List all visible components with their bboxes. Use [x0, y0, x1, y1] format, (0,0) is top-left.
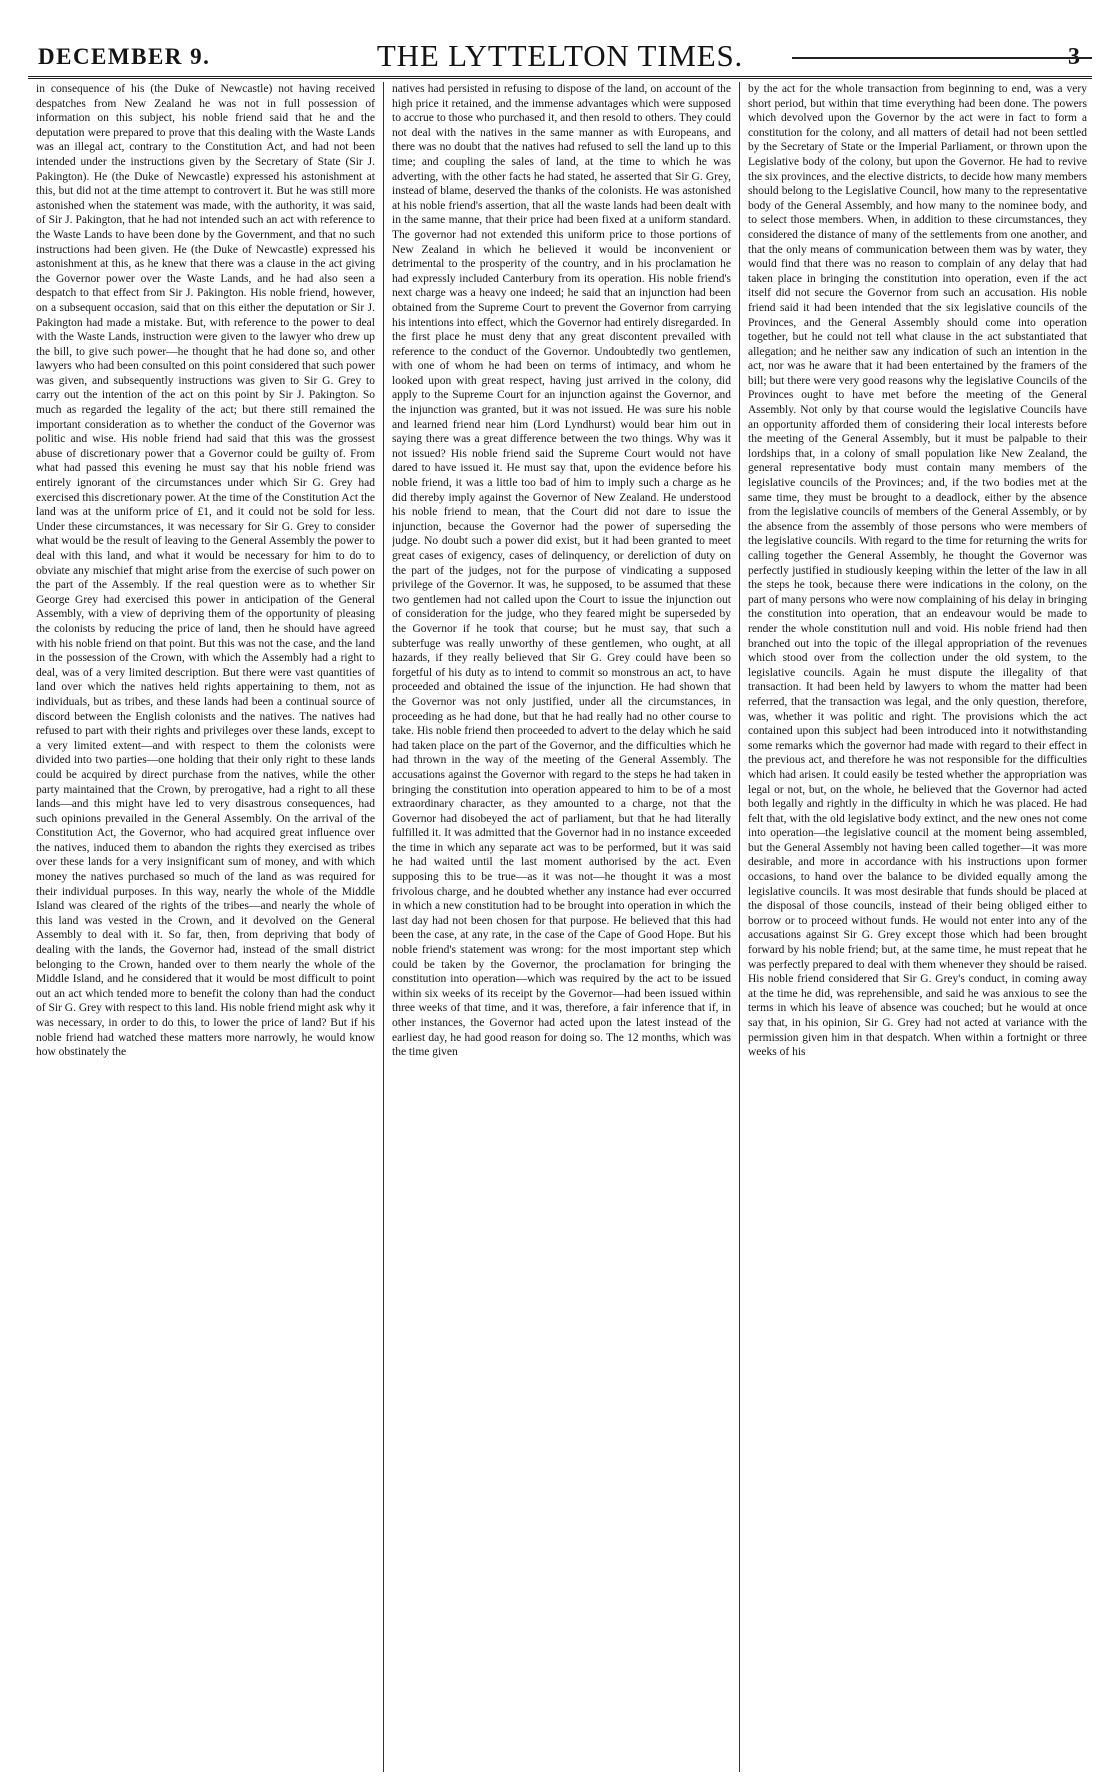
- text-column-2: [392, 82, 731, 1772]
- newspaper-title: THE LYTTELTON TIMES.: [376, 38, 744, 73]
- column-1-text: in consequence of his (the Duke of Newcastle) not having received despatches from New Zealand he was not in full possession of information on this subject, his noble friend said that he and the deputation were prepared to prove that this dealing with the Waste Lands was an illegal act, contrary to the Constitution Act, and had not been intended under the instructions given by the Secretary of State (Sir J. Pakington). He (the Duke of Newcastle) expressed his astonishment at this, but did not at the time attempt to controvert it. But he was still more astonished when the statement was made, with the authority, it was said, of Sir J. Pakington, that he had not intended such an act with reference to the Waste Lands to have been done by the Government, and that no such instructions had been given. He (the Duke of Newcastle) expressed his astonishment at this, as he knew that there was a clause in the act giving the Governor power over the Waste Lands, and he had also seen a despatch to that effect from Sir J. Pakington. His noble friend, however, on a subsequent occasion, said that on this either the deputation or Sir J. Pakington had made a mistake. But, with reference to the power to deal with the Waste Lands, instruction were given to the lawyer who drew up the bill, to give such power—he thought that he had done so, and other lawyers who had been consulted on this point considered that such power was given, and subsequently instructions was given to Sir G. Grey to carry out the intention of the act on this point by Sir J. Pakington. So much as regarded the legality of the act; but there still remained the important consideration as to whether the conduct of the Governor was politic and wise. His noble friend had said that this was the grossest abuse of discretionary power that a Governor could be guilty of. From what had passed this evening he must say that his noble friend was entirely ignorant of the circumstances under which Sir G. Grey had exercised this discretionary power. At the time of the Constitution Act the land was at the uniform price of £1, and it could not be sold for less. Under these circumstances, it was necessary for Sir G. Grey to consider what would be the result of leaving to the General Assembly the power to deal with this land, and what it would be necessary for him to do to obviate any mischief that might arise from the exercise of such power on the part of the Assembly. If the real question were as to whether Sir George Grey had exercised this power in anticipation of the General Assembly, with a view of depriving them of the opportunity of pleasing the colonists by reducing the price of land, then he should have agreed with his noble friend on that point. But this was not the case, and the land in the possession of the Crown, with which the Assembly had a right to deal, was of a very limited description. But there were vast quantities of land over which the natives held rights appertaining to them, not as individuals, but as tribes, and these lands had been a continual source of discord between the English colonists and the natives. The natives had refused to part with their rights and privileges over these lands, except to a very limited extent—and with respect to them the colonists were divided into two parties—one holding that their only right to these lands could be acquired by direct purchase from the natives, while the other party maintained that the Crown, by prerogative, had a right to all these lands—and this might have led to very disastrous consequences, had such opinions prevailed in the General Assembly. On the arrival of the Constitution Act, the Governor, who had acquired great influence over the natives, induced them to abandon the rights they exercised as tribes over these lands for a very insignificant sum of money, and with which money the natives purchased so much of the land as was required for their individual purposes. In this way, nearly the whole of the Middle Island was cleared of the rights of the tribes—and nearly the whole of this land was vested in the Crown, and it devolved on the General Assembly to deal with it. So far, then, from depriving that body of dealing with the lands, the Governor had, instead of the small district belonging to the Crown, handed over to them nearly the whole of the Middle Island, and he considered that it would be most difficult to point out an act which tended more to benefit the colony than had the conduct of Sir G. Grey with respect to this land. His noble friend might ask why it was necessary, in order to do this, to lower the price of land? But if his noble friend had watched these matters more narrowly, he would know how obstinately the: [36, 83, 375, 1059]
- article-columns: [36, 82, 1086, 1772]
- issue-date: DECEMBER 9.: [38, 44, 211, 69]
- column-divider-1: [383, 82, 384, 1772]
- masthead: [28, 30, 1092, 74]
- column-divider-2: [739, 82, 740, 1772]
- masthead-rule: [28, 76, 1092, 79]
- page-number: 3: [1068, 44, 1080, 70]
- text-column-1: [36, 82, 375, 1772]
- column-2-text: natives had persisted in refusing to dispose of the land, on account of the high price it retained, and the immense advantages which were supposed to accrue to those who purchased it, and then resold to others. They could not deal with the natives in the same manner as with Europeans, and there was no doubt that the natives had refused to sell the land up to this time; and coupling the sales of land, at the time to which he was adverting, with the other facts he had stated, he asserted that Sir G. Grey, instead of blame, deserved the thanks of the colonists. He was astonished at his noble friend's assertion, that all the waste lands had been dealt with in the same manne, that their price had been fixed at a uniform standard. The governor had not extended this uniform price to those portions of New Zealand in which he believed it would be inconvenient or detrimental to the prosperity of the country, and in his proclamation he had expressly included Canterbury from its operation. His noble friend's next charge was a heavy one indeed; he said that an injunction had been obtained from the Supreme Court to prevent the Governor from carrying his intentions into effect, which the Governor had entirely disregarded. In the first place he must deny that any great discontent prevailed with reference to the conduct of the Governor. Undoubtedly two gentlemen, with one of whom he had been on terms of intimacy, and whom he looked upon with great respect, having just arrived in the colony, did apply to the Supreme Court for an injunction against the Governor, and the injunction was granted, but it was not issued. He was sure his noble and learned friend near him (Lord Lyndhurst) would bear him out in saying there was a great difference between the two things. Why was it not issued? His noble friend said the Supreme Court would not have dared to have issued it. He must say that, upon the evidence before his noble friend, it was a little too bad of him to imply such a charge as he did thereby imply against the Governor of New Zealand. He understood his noble friend to mean, that the Court did not dare to issue the injunction, because the Governor had the power of superseding the judge. No doubt such a power did exist, but it had been granted to meet great cases of exigency, cases of delinquency, or dereliction of duty on the part of the judges, not for the purpose of vindicating a supposed privilege of the Governor. It was, he supposed, to be assumed that these two gentlemen had not called upon the Court to issue the injunction out of consideration for the judge, who they feared might be superseded by the Governor if he took that course; but he must say, that such a subterfuge was really unworthy of these gentlemen, who ought, at all hazards, if they really believed that Sir G. Grey could have been so forgetful of his duty as to intend to commit so monstrous an act, to have proceeded and obtained the issue of the injunction. He had shown that the Governor was not only justified, under all the circumstances, in proceeding as he had done, but that he had really had no other course to take. His noble friend then proceeded to advert to the delay which he said had taken place on the part of the Governor, and the difficulties which he had thrown in the way of the meeting of the General Assembly. The accusations against the Governor with regard to the steps he had taken in bringing the constitution into operation appeared to him to be of a most extraordinary character, as they amounted to a charge, not that the Governor had disobeyed the act of parliament, but that he had literally fulfilled it. It was admitted that the Governor had in no instance exceeded the time in which any separate act was to be performed, but it was said he had waited until the last moment authorised by the act. Even supposing this to be true—as it was not—he thought it was a most frivolous charge, and he doubted whether any instance had ever occurred in which a new constitution had to be brought into operation in which the last day had not been chosen for that purpose. He believed that this had been the case, at any rate, in the case of the Cape of Good Hope. But his noble friend's statement was wrong: for the most important step which could be taken by the Governor, the proclamation for bringing the constitution into operation—which was required by the act to be issued within six weeks of its receipt by the Governor—had been issued within three weeks of that time, and it was, therefore, a fair inference that if, in other instances, the Governor had acted upon the latest instead of the earliest day, he had good reason for doing so. The 12 months, which was the time given: [392, 83, 731, 1059]
- column-3-text: by the act for the whole transaction from beginning to end, was a very short period, but within that time everything had been done. The powers which devolved upon the Governor by the act were in fact to form a constitution for the colony, and all matters of detail had not been settled by the Secretary of State or the Imperial Parliament, or thrown upon the Legislative body of the colony, but upon the Governor. He had to revive the six provinces, and the elective districts, to decide how many members should belong to the Legislative Council, how many to the representative body of the General Assembly, and how many to the nominee body, and to select those members. When, in addition to these circumstances, they considered the distance of many of the settlements from one another, and that the only means of communication between them was by water, they would find that there was no reason to complain of any delay that had taken place in bringing the constitution into operation, even if the act itself did not secure the Governor from such an accusation. His noble friend said it had been intended that the six legislative councils of the Provinces, and the General Assembly should come into operation together, but he could not tell what clause in the act substantiated that allegation; and he neither saw any indication of such an intention in the act, nor was he aware that it had been entertained by the framers of the bill; but there were very good reasons why the legislative Councils of the Provinces ought to have met before the meeting of the General Assembly. Not only by that course would the legislative Councils have an opportunity afforded them of considering their local interests before the meeting of the General Assembly, but it must be palpable to their lordships that, in a colony of small population like New Zealand, the general representative body must contain many members of the legislative councils of the Provinces; and, if the two bodies met at the same time, they must be brought to a deadlock, either by the absence from the legislative councils of members of the General Assembly, or by the absence from the assembly of those persons who were members of the legislative councils. With regard to the time for returning the writs for calling together the General Assembly, he thought the Governor was perfectly justified in studiously keeping within the letter of the law in all the steps he took, because there were indications in the colony, on the part of many persons who were now complaining of his delay in bringing the constitution into operation, that an endeavour would be made to render the whole constitution null and void. His noble friend had then branched out into the topic of the illegal appropriation of the revenues which stood over from the collection under the old system, to the legislative councils. Again he must dispute the illegality of that transaction. It had been held by lawyers to whom the matter had been referred, that the transaction was legal, and the only question, therefore, was, whether it was politic and right. The provisions which the act contained upon this subject had been introduced into it notwithstanding some remarks which the governor had made with regard to their effect in the previous act, and therefore he was not responsible for the difficulties which had arisen. It could easily be tested whether the appropriation was legal or not, but, on the whole, he believed that the Governor had acted both legally and rightly in the difficulty in which he was placed. He had felt that, with the old legislative body extinct, and the new ones not come into operation—the legislative council at the moment being assembled, but the General Assembly not having been called together—it was more desirable, and more in accordance with his instructions upon former occasions, to hand over the balance to be divided equally among the legislative councils. It was most desirable that funds should be placed at the disposal of those councils, instead of their being obliged either to borrow or to proceed without funds. He would not enter into any of the accusations against Sir G. Grey except those which had been brought forward by his noble friend; but, at the same time, he must repeat that he was perfectly prepared to deal with them whenever they should be raised. His noble friend considered that Sir G. Grey's conduct, in coming away at the time he did, was reprehensible, and said he was anxious to see the terms in which his leave of absence was couched; but he would at once say that, in his opinion, Sir G. Grey had not acted at variance with the permission given him in that despatch. When within a fortnight or three weeks of his: [748, 83, 1087, 1059]
- text-column-3: [748, 82, 1087, 1772]
- masthead-top-rule: [792, 57, 1092, 59]
